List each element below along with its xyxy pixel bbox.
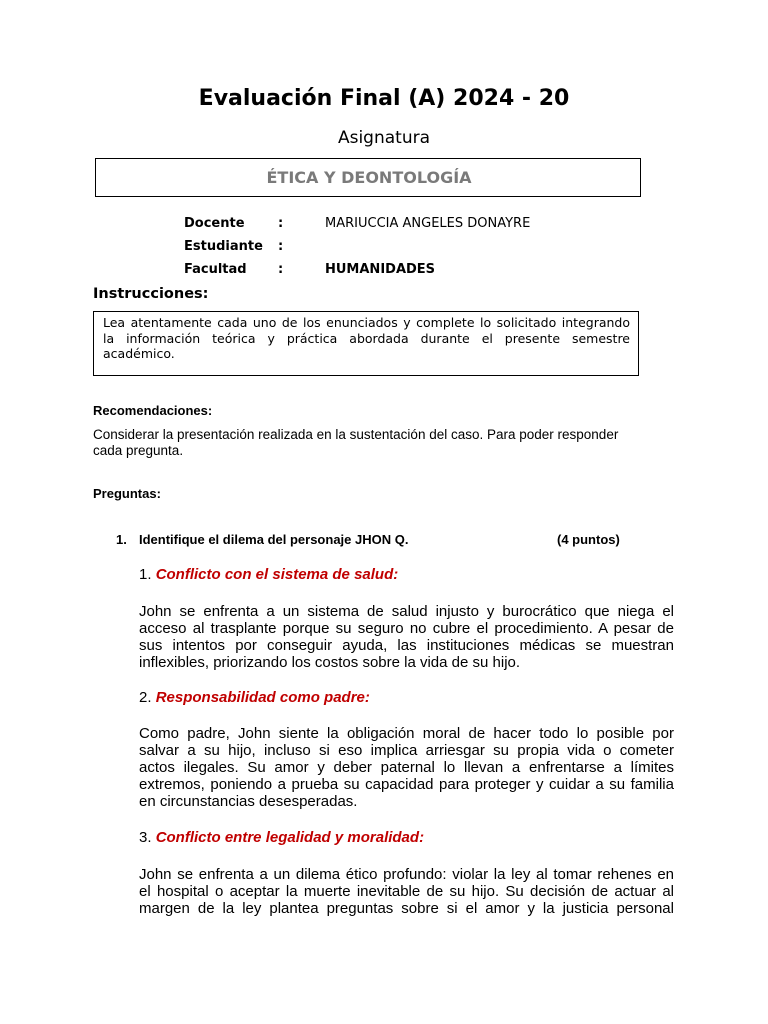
answer-item-number: 2. [139,689,156,706]
facultad-colon: : [278,262,284,277]
paragraph-line: extremos, poniendo a prueba su capacidad para proteger y cuidar a su familia [139,776,674,793]
instructions-line: la información teórica y práctica abordada durante el presente semestre [103,330,630,346]
paragraph-line: inflexibles, priorizando los costos sobre la vida de su hijo. [139,654,521,671]
recommendations-line: Considerar la presentación realizada en la sustentación del caso. Para poder responder [93,427,619,442]
answer-paragraph [139,725,674,810]
answer-item-title: Responsabilidad como padre: [155,689,370,706]
instructions-line: académico. [103,346,175,361]
paragraph-line: margen de la ley plantea preguntas sobre si el amor y la justicia personal [139,900,674,917]
paragraph-line: John se enfrenta a un sistema de salud injusto y burocrático que niega el [139,603,674,620]
answer-item-heading [139,829,424,846]
answer-paragraph [139,603,674,671]
question-points: (4 puntos) [557,532,620,547]
docente-label: Docente [184,216,245,231]
subject-box [95,158,641,197]
instructions-line: Lea atentamente cada uno de los enunciados y complete lo solicitado integrando [103,315,630,330]
answer-item-number: 3. [139,829,156,846]
answer-item-title: Conflicto entre legalidad y moralidad: [155,829,425,846]
paragraph-line: Como padre, John siente la obligación moral de hacer todo lo posible por [139,725,674,742]
instructions-box [93,311,639,376]
estudiante-colon: : [278,239,284,254]
estudiante-label: Estudiante [184,239,263,254]
paragraph-line: salvar a su hijo, incluso si eso implica arriesgar su propia vida o cometer [139,742,674,759]
recommendations-text [93,427,663,459]
docente-colon: : [278,216,284,231]
subject-name: ÉTICA Y DEONTOLOGÍA [266,168,472,187]
question-text: Identifique el dilema del personaje JHON Q. [139,532,409,547]
answer-item-title: Conflicto con el sistema de salud: [155,566,399,583]
question-number: 1. [116,532,127,547]
answer-paragraph [139,866,674,917]
questions-heading: Preguntas: [93,486,161,501]
paragraph-line: en circunstancias desesperadas. [139,793,358,810]
recommendations-heading: Recomendaciones: [93,403,213,418]
answer-item-number: 1. [139,566,156,583]
recommendations-line: cada pregunta. [93,443,184,458]
subject-caption: Asignatura [337,128,431,148]
paragraph-line: John se enfrenta a un dilema ético profundo: violar la ley al tomar rehenes en [139,866,674,883]
facultad-label: Facultad [184,262,247,277]
answer-item-heading [139,566,398,583]
page-title: Evaluación Final (A) 2024 - 20 [198,86,570,111]
instructions-heading: Instrucciones: [93,286,209,302]
docente-value: MARIUCCIA ANGELES DONAYRE [325,216,531,231]
facultad-value: HUMANIDADES [325,262,436,277]
paragraph-line: el hospital o aceptar la muerte inevitable de su hijo. Su decisión de actuar al [139,883,674,900]
paragraph-line: actos ilegales. Su amor y deber paternal lo llevan a enfrentarse a límites [139,759,674,776]
answer-item-heading [139,689,370,706]
paragraph-line: sus intentos por conseguir ayuda, las instituciones médicas se muestran [139,637,674,654]
paragraph-line: acceso al trasplante porque su seguro no cubre el procedimiento. A pesar de [139,620,674,637]
